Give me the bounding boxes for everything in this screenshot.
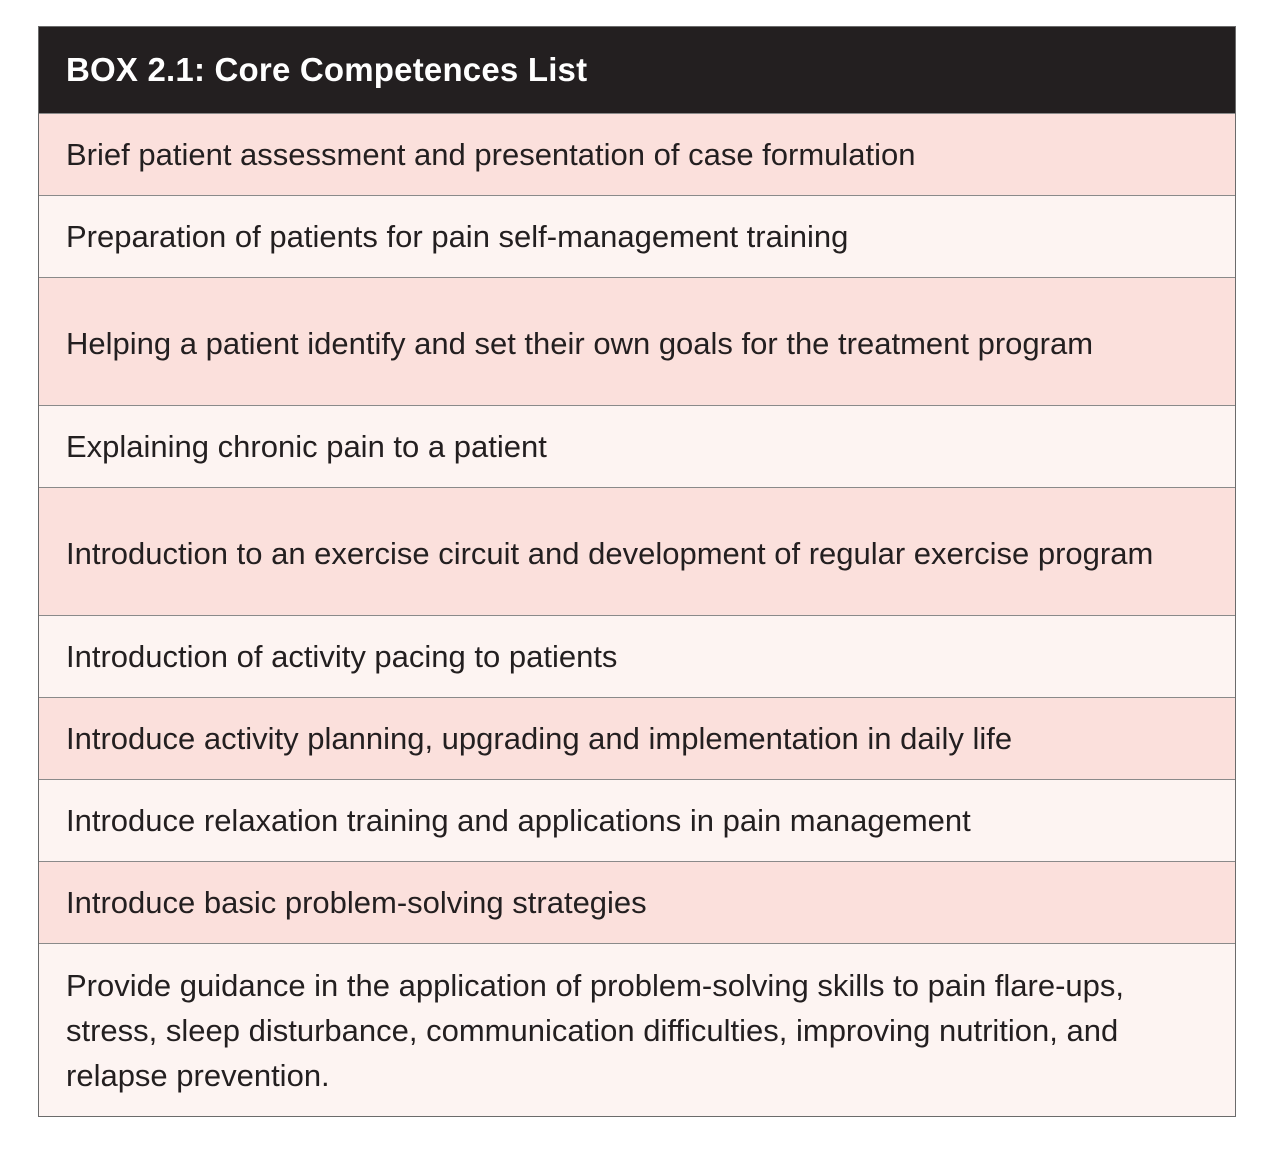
box-title: BOX 2.1: Core Competences List: [39, 27, 1235, 113]
list-item: [39, 405, 1235, 487]
list-item: [39, 113, 1235, 195]
list-item: [39, 277, 1235, 405]
list-item-text: Brief patient assessment and presentation of case formulation: [66, 137, 916, 172]
core-competences-box: [38, 26, 1236, 1117]
list-item-text: Preparation of patients for pain self-management training: [66, 219, 849, 254]
list-item: [39, 487, 1235, 615]
list-item: [39, 697, 1235, 779]
list-item: [39, 943, 1235, 1116]
list-item-text: Provide guidance in the application of problem-solving skills to pain flare-ups, stress, sleep disturbance, communication difficulties, improving nutrition, and relapse prevention.: [66, 967, 1125, 1093]
list-item-text: Introduce basic problem-solving strategies: [66, 885, 647, 920]
list-item-text: Introduction to an exercise circuit and development of regular exercise program: [66, 536, 1154, 571]
list-item: [39, 779, 1235, 861]
list-item-text: Helping a patient identify and set their own goals for the treatment program: [66, 326, 1094, 361]
list-item-text: Introduction of activity pacing to patients: [66, 639, 618, 674]
list-item-text: Introduce activity planning, upgrading and implementation in daily life: [66, 721, 1013, 756]
list-item-text: Introduce relaxation training and applications in pain management: [66, 803, 971, 838]
list-item: [39, 195, 1235, 277]
list-item: [39, 861, 1235, 943]
list-item-text: Explaining chronic pain to a patient: [66, 429, 547, 464]
list-item: [39, 615, 1235, 697]
